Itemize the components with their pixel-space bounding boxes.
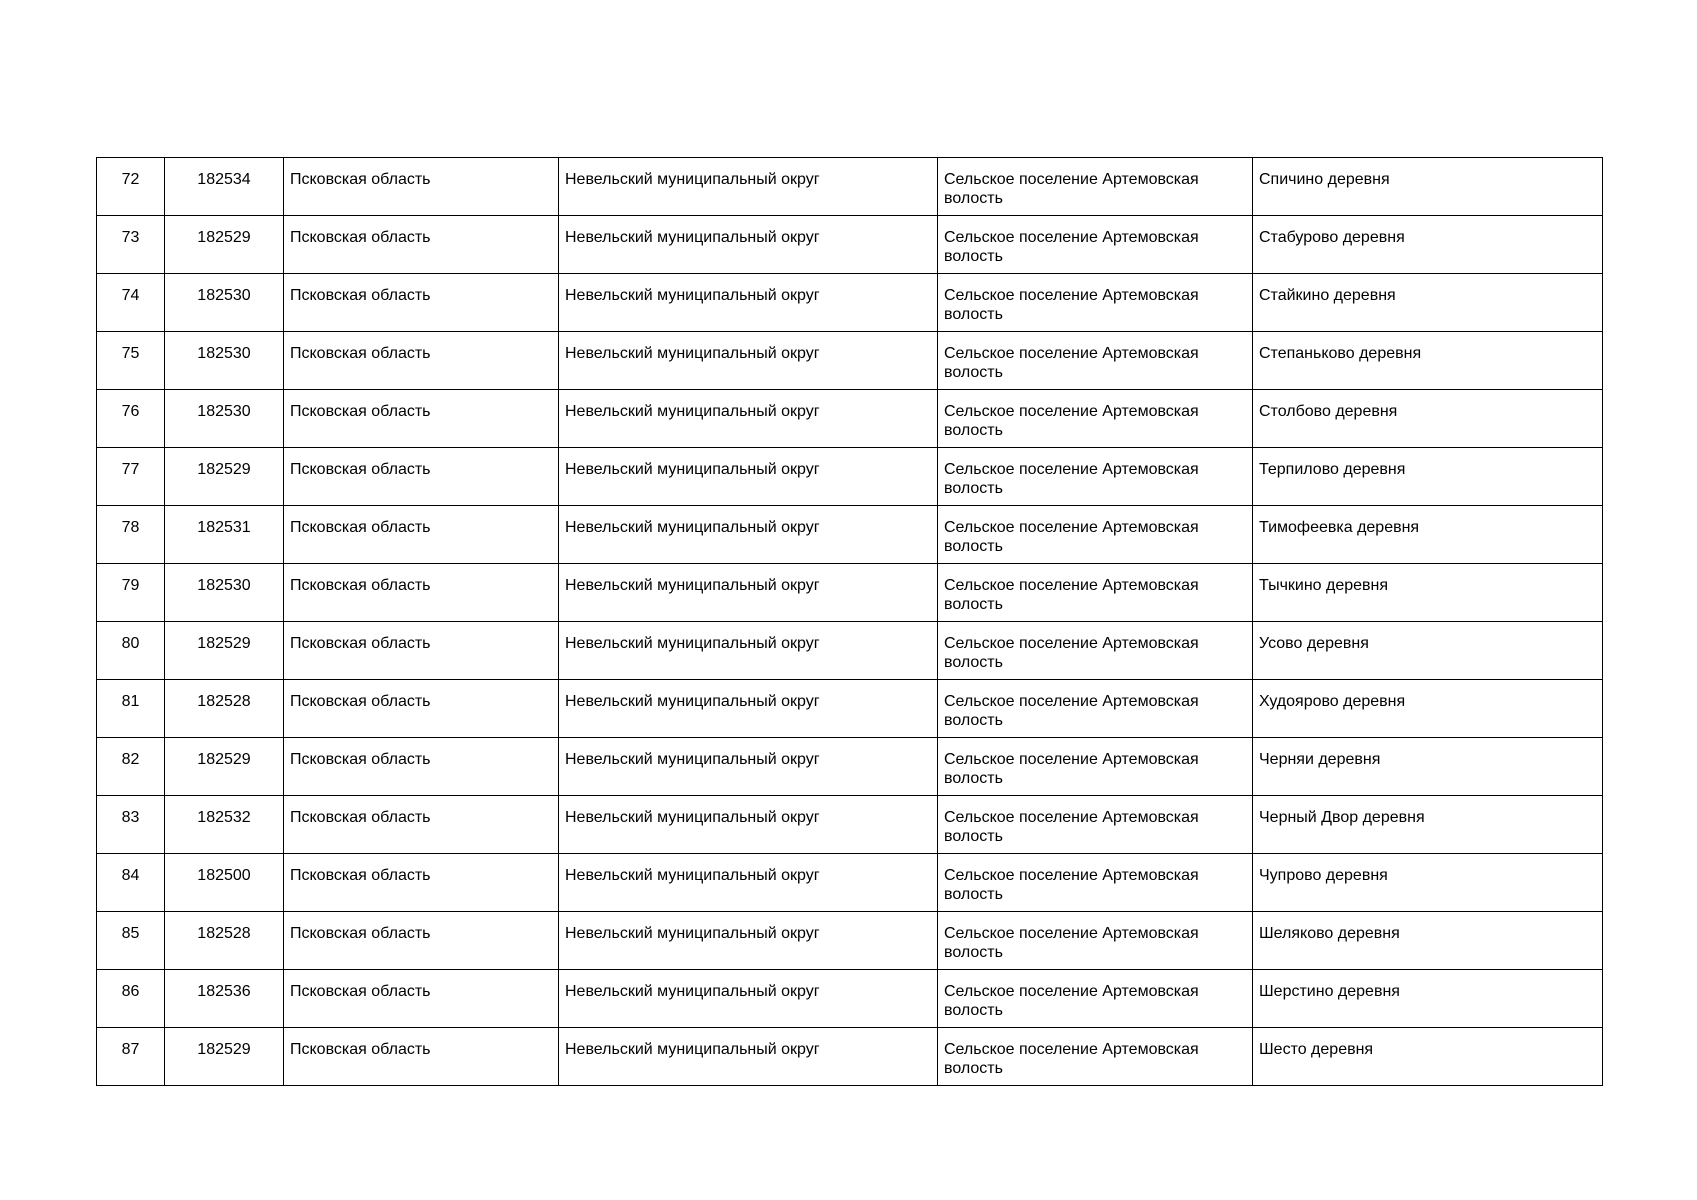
district-cell: Невельский муниципальный округ (559, 506, 938, 564)
table-row (97, 738, 1603, 796)
district-cell: Невельский муниципальный округ (559, 738, 938, 796)
locality-cell: Чупрово деревня (1253, 854, 1603, 912)
row-number-cell: 80 (97, 622, 165, 680)
row-number-cell: 73 (97, 216, 165, 274)
settlement-cell: Сельское поселение Артемовская волость (938, 390, 1253, 448)
district-cell: Невельский муниципальный округ (559, 332, 938, 390)
postal-code-cell: 182530 (165, 274, 284, 332)
region-cell: Псковская область (284, 622, 559, 680)
row-number-cell: 86 (97, 970, 165, 1028)
settlements-table (96, 157, 1603, 1086)
locality-cell: Спичино деревня (1253, 158, 1603, 216)
postal-code-cell: 182529 (165, 1028, 284, 1086)
region-cell: Псковская область (284, 1028, 559, 1086)
region-cell: Псковская область (284, 738, 559, 796)
region-cell: Псковская область (284, 506, 559, 564)
settlement-cell: Сельское поселение Артемовская волость (938, 680, 1253, 738)
table-row (97, 506, 1603, 564)
row-number-cell: 79 (97, 564, 165, 622)
district-cell: Невельский муниципальный округ (559, 390, 938, 448)
table-row (97, 332, 1603, 390)
district-cell: Невельский муниципальный округ (559, 274, 938, 332)
settlement-cell: Сельское поселение Артемовская волость (938, 158, 1253, 216)
table-row (97, 854, 1603, 912)
district-cell: Невельский муниципальный округ (559, 622, 938, 680)
postal-code-cell: 182528 (165, 912, 284, 970)
region-cell: Псковская область (284, 796, 559, 854)
table-row (97, 274, 1603, 332)
row-number-cell: 78 (97, 506, 165, 564)
postal-code-cell: 182528 (165, 680, 284, 738)
row-number-cell: 83 (97, 796, 165, 854)
table-row (97, 970, 1603, 1028)
district-cell: Невельский муниципальный округ (559, 564, 938, 622)
region-cell: Псковская область (284, 854, 559, 912)
locality-cell: Тычкино деревня (1253, 564, 1603, 622)
postal-code-cell: 182530 (165, 390, 284, 448)
row-number-cell: 85 (97, 912, 165, 970)
settlement-cell: Сельское поселение Артемовская волость (938, 622, 1253, 680)
locality-cell: Степаньково деревня (1253, 332, 1603, 390)
region-cell: Псковская область (284, 274, 559, 332)
settlement-cell: Сельское поселение Артемовская волость (938, 448, 1253, 506)
settlement-cell: Сельское поселение Артемовская волость (938, 970, 1253, 1028)
row-number-cell: 74 (97, 274, 165, 332)
settlement-cell: Сельское поселение Артемовская волость (938, 216, 1253, 274)
postal-code-cell: 182536 (165, 970, 284, 1028)
district-cell: Невельский муниципальный округ (559, 216, 938, 274)
locality-cell: Усово деревня (1253, 622, 1603, 680)
table-row (97, 1028, 1603, 1086)
settlement-cell: Сельское поселение Артемовская волость (938, 506, 1253, 564)
table-row (97, 912, 1603, 970)
settlement-cell: Сельское поселение Артемовская волость (938, 738, 1253, 796)
row-number-cell: 72 (97, 158, 165, 216)
row-number-cell: 77 (97, 448, 165, 506)
settlement-cell: Сельское поселение Артемовская волость (938, 912, 1253, 970)
region-cell: Псковская область (284, 390, 559, 448)
table-row (97, 622, 1603, 680)
region-cell: Псковская область (284, 912, 559, 970)
locality-cell: Тимофеевка деревня (1253, 506, 1603, 564)
postal-code-cell: 182529 (165, 216, 284, 274)
region-cell: Псковская область (284, 448, 559, 506)
locality-cell: Стабурово деревня (1253, 216, 1603, 274)
settlement-cell: Сельское поселение Артемовская волость (938, 274, 1253, 332)
table-row (97, 564, 1603, 622)
settlement-cell: Сельское поселение Артемовская волость (938, 796, 1253, 854)
district-cell: Невельский муниципальный округ (559, 1028, 938, 1086)
district-cell: Невельский муниципальный округ (559, 796, 938, 854)
table-row (97, 390, 1603, 448)
district-cell: Невельский муниципальный округ (559, 448, 938, 506)
postal-code-cell: 182530 (165, 564, 284, 622)
region-cell: Псковская область (284, 970, 559, 1028)
district-cell: Невельский муниципальный округ (559, 680, 938, 738)
district-cell: Невельский муниципальный округ (559, 912, 938, 970)
table-row (97, 158, 1603, 216)
locality-cell: Худоярово деревня (1253, 680, 1603, 738)
locality-cell: Столбово деревня (1253, 390, 1603, 448)
settlement-cell: Сельское поселение Артемовская волость (938, 332, 1253, 390)
postal-code-cell: 182532 (165, 796, 284, 854)
table-row (97, 216, 1603, 274)
region-cell: Псковская область (284, 216, 559, 274)
row-number-cell: 81 (97, 680, 165, 738)
locality-cell: Шерстино деревня (1253, 970, 1603, 1028)
locality-cell: Стайкино деревня (1253, 274, 1603, 332)
region-cell: Псковская область (284, 564, 559, 622)
settlement-cell: Сельское поселение Артемовская волость (938, 564, 1253, 622)
postal-code-cell: 182529 (165, 738, 284, 796)
row-number-cell: 75 (97, 332, 165, 390)
table-body (97, 158, 1603, 1086)
table-row (97, 796, 1603, 854)
postal-code-cell: 182500 (165, 854, 284, 912)
locality-cell: Шеляково деревня (1253, 912, 1603, 970)
district-cell: Невельский муниципальный округ (559, 970, 938, 1028)
table-row (97, 448, 1603, 506)
postal-code-cell: 182534 (165, 158, 284, 216)
row-number-cell: 76 (97, 390, 165, 448)
locality-cell: Черняи деревня (1253, 738, 1603, 796)
table-row (97, 680, 1603, 738)
settlement-cell: Сельское поселение Артемовская волость (938, 1028, 1253, 1086)
settlement-cell: Сельское поселение Артемовская волость (938, 854, 1253, 912)
postal-code-cell: 182529 (165, 448, 284, 506)
postal-code-cell: 182531 (165, 506, 284, 564)
row-number-cell: 87 (97, 1028, 165, 1086)
district-cell: Невельский муниципальный округ (559, 854, 938, 912)
locality-cell: Шесто деревня (1253, 1028, 1603, 1086)
postal-code-cell: 182530 (165, 332, 284, 390)
region-cell: Псковская область (284, 680, 559, 738)
postal-code-cell: 182529 (165, 622, 284, 680)
row-number-cell: 82 (97, 738, 165, 796)
row-number-cell: 84 (97, 854, 165, 912)
locality-cell: Черный Двор деревня (1253, 796, 1603, 854)
district-cell: Невельский муниципальный округ (559, 158, 938, 216)
region-cell: Псковская область (284, 332, 559, 390)
region-cell: Псковская область (284, 158, 559, 216)
locality-cell: Терпилово деревня (1253, 448, 1603, 506)
